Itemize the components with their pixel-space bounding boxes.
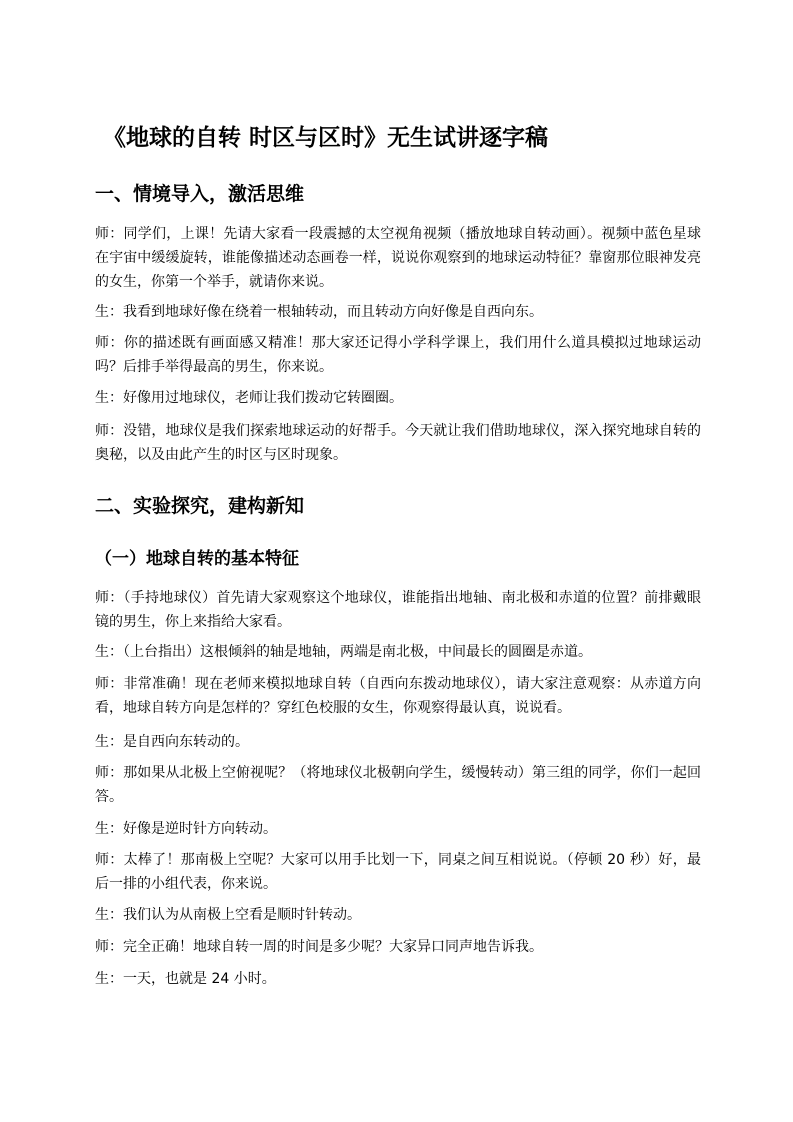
paragraph: 生：我们认为从南极上空看是顺时针转动。 [95,907,361,923]
paragraph: 师：你的描述既有画面感又精准！那大家还记得小学科学课上，我们用什么道具模拟过地球运动吗？后排手举得最高的男生，你来说。 [95,335,701,375]
paragraph: 生：我看到地球好像在绕着一根轴转动，而且转动方向好像是自西向东。 [95,304,543,320]
paragraph: 师：没错，地球仪是我们探索地球运动的好帮手。今天就让我们借助地球仪，深入探究地球自转的奥秘，以及由此产生的时区与区时现象。 [95,423,701,463]
paragraph: 生：好像是逆时针方向转动。 [95,821,277,837]
paragraph: 生：（上台指出）这根倾斜的轴是地轴，两端是南北极，中间最长的圆圈是赤道。 [95,644,592,660]
paragraph: 师：非常准确！现在老师来模拟地球自转（自西向东拨动地球仪），请大家注意观察：从赤道方向看，地球自转方向是怎样的？穿红色校服的女生，你观察得最认真，说说看。 [95,676,701,716]
paragraph: 师：太棒了！那南极上空呢？大家可以用手比划一下，同桌之间互相说说。（停顿 20 秒）好，最后一排的小组代表，你来说。 [95,852,701,892]
section-heading-introduction: 一、情境导入，激活思维 [95,183,305,205]
paragraph: 师：完全正确！地球自转一周的时间是多少呢？大家异口同声地告诉我。 [95,939,543,955]
paragraph: 师：（手持地球仪）首先请大家观察这个地球仪，谁能指出地轴、南北极和赤道的位置？前排戴眼镜的男生，你上来指给大家看。 [95,590,701,630]
paragraph: 生：一天，也就是 24 小时。 [95,971,276,987]
paragraph: 生：好像用过地球仪，老师让我们拨动它转圈圈。 [95,390,403,406]
subsection-heading-rotation-features: （一）地球自转的基本特征 [95,549,299,569]
paragraph: 师：同学们，上课！先请大家看一段震撼的太空视角视频（播放地球自转动画）。视频中蓝色星球在宇宙中缓缓旋转，谁能像描述动态画卷一样，说说你观察到的地球运动特征？靠窗那位眼神发亮的女生，你第一个举手，就请你来说。 [95,226,701,290]
section-heading-exploration: 二、实验探究，建构新知 [95,495,305,517]
paragraph: 生：是自西向东转动的。 [95,734,249,750]
document-title: 《地球的自转 时区与区时》无生试讲逐字稿 [103,125,549,151]
paragraph: 师：那如果从北极上空俯视呢？（将地球仪北极朝向学生，缓慢转动）第三组的同学，你们一起回答。 [95,765,701,805]
